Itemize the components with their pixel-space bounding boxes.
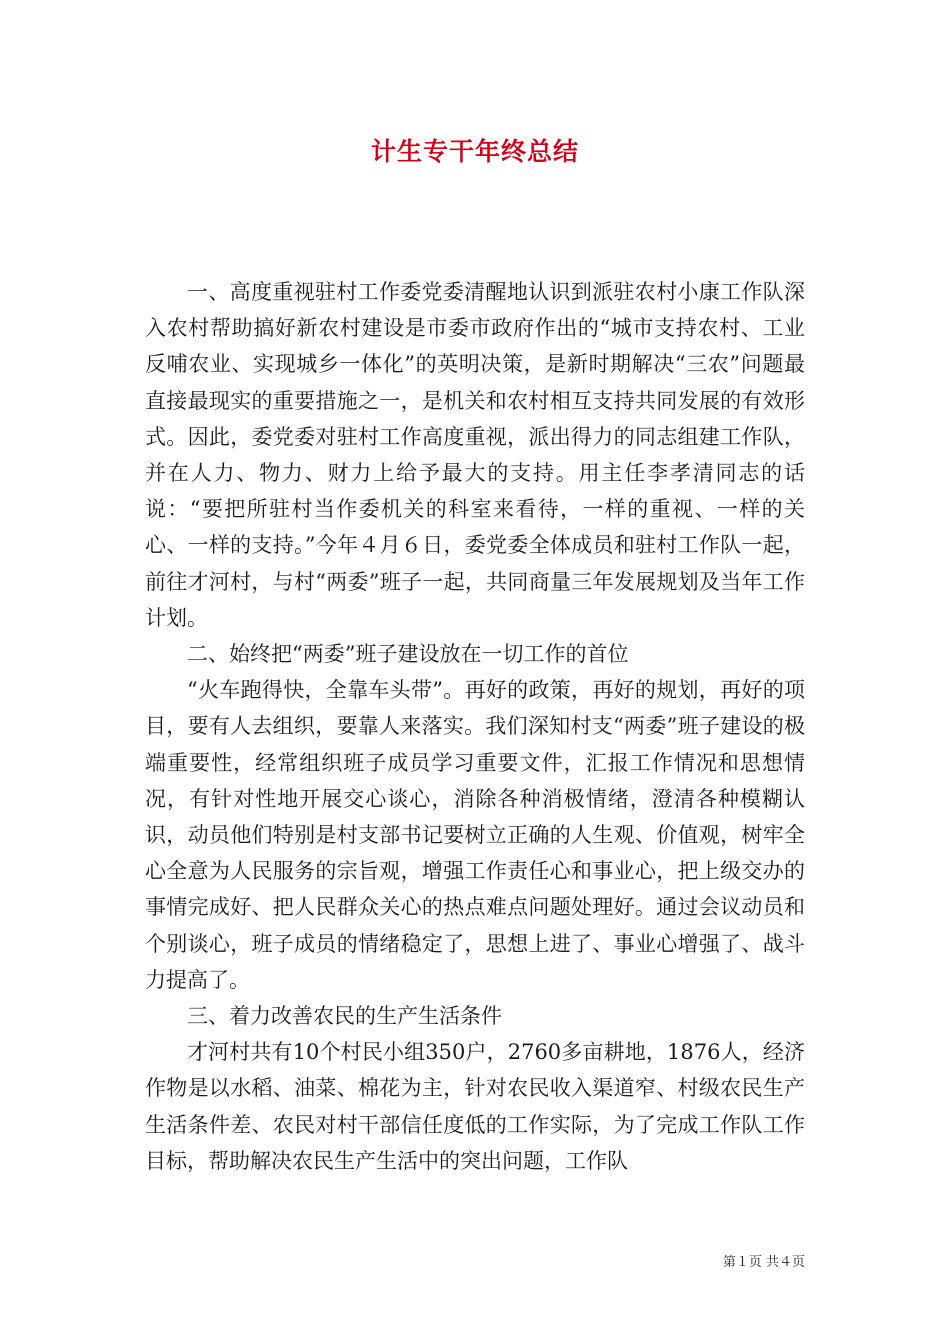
page-number: 第１页 共４页 — [722, 1255, 805, 1270]
paragraph-1: 一、高度重视驻村工作委党委清醒地认识到派驻农村小康工作队深入农村帮助搞好新农村建设是市委市政府作出的“城市支持农村、工业反哺农业、实现城乡一体化”的英明决策，是新时期解决“三农”问题最直接最现实的重要措施之一，是机关和农村相互支持共同发展的有效形式。因此，委党委对驻村工作高度重视，派出得力的同志组建工作队，并在人力、物力、财力上给予最大的支持。用主任李孝清同志的话说：“要把所驻村当作委机关的科室来看待，一样的重视、一样的关心、一样的支持。”今年４月６日，委党委全体成员和驻村工作队一起，前往才河村，与村“两委”班子一起，共同商量三年发展规划及当年工作计划。 — [145, 280, 805, 630]
section-heading-2: 二、始终把“两委”班子建设放在一切工作的首位 — [187, 642, 629, 667]
paragraph-3: 才河村共有10个村民小组350户，2760多亩耕地，1876人，经济作物是以水稻、油菜、棉花为主，针对农民收入渠道窄、村级农民生产生活条件差、农民对村干部信任度低的工作实际，为了完成工作队工作目标，帮助解决农民生产生活中的突出问题，工作队 — [145, 1040, 805, 1173]
document-body — [145, 274, 805, 1179]
document-title: 计生专干年终总结 — [370, 137, 579, 166]
section-heading-3: 三、着力改善农民的生产生活条件 — [187, 1004, 502, 1029]
paragraph-2: “火车跑得快，全靠车头带”。再好的政策，再好的规划，再好的项目，要有人去组织，要靠人来落实。我们深知村支“两委”班子建设的极端重要性，经常组织班子成员学习重要文件，汇报工作情况和思想情况，有针对性地开展交心谈心，消除各种消极情绪，澄清各种模糊认识，动员他们特别是村支部书记要树立正确的人生观、价值观，树牢全心全意为人民服务的宗旨观，增强工作责任心和事业心，把上级交办的事情完成好、把人民群众关心的热点难点问题处理好。通过会议动员和个别谈心，班子成员的情绪稳定了，思想上进了、事业心增强了、战斗力提高了。 — [145, 678, 805, 992]
